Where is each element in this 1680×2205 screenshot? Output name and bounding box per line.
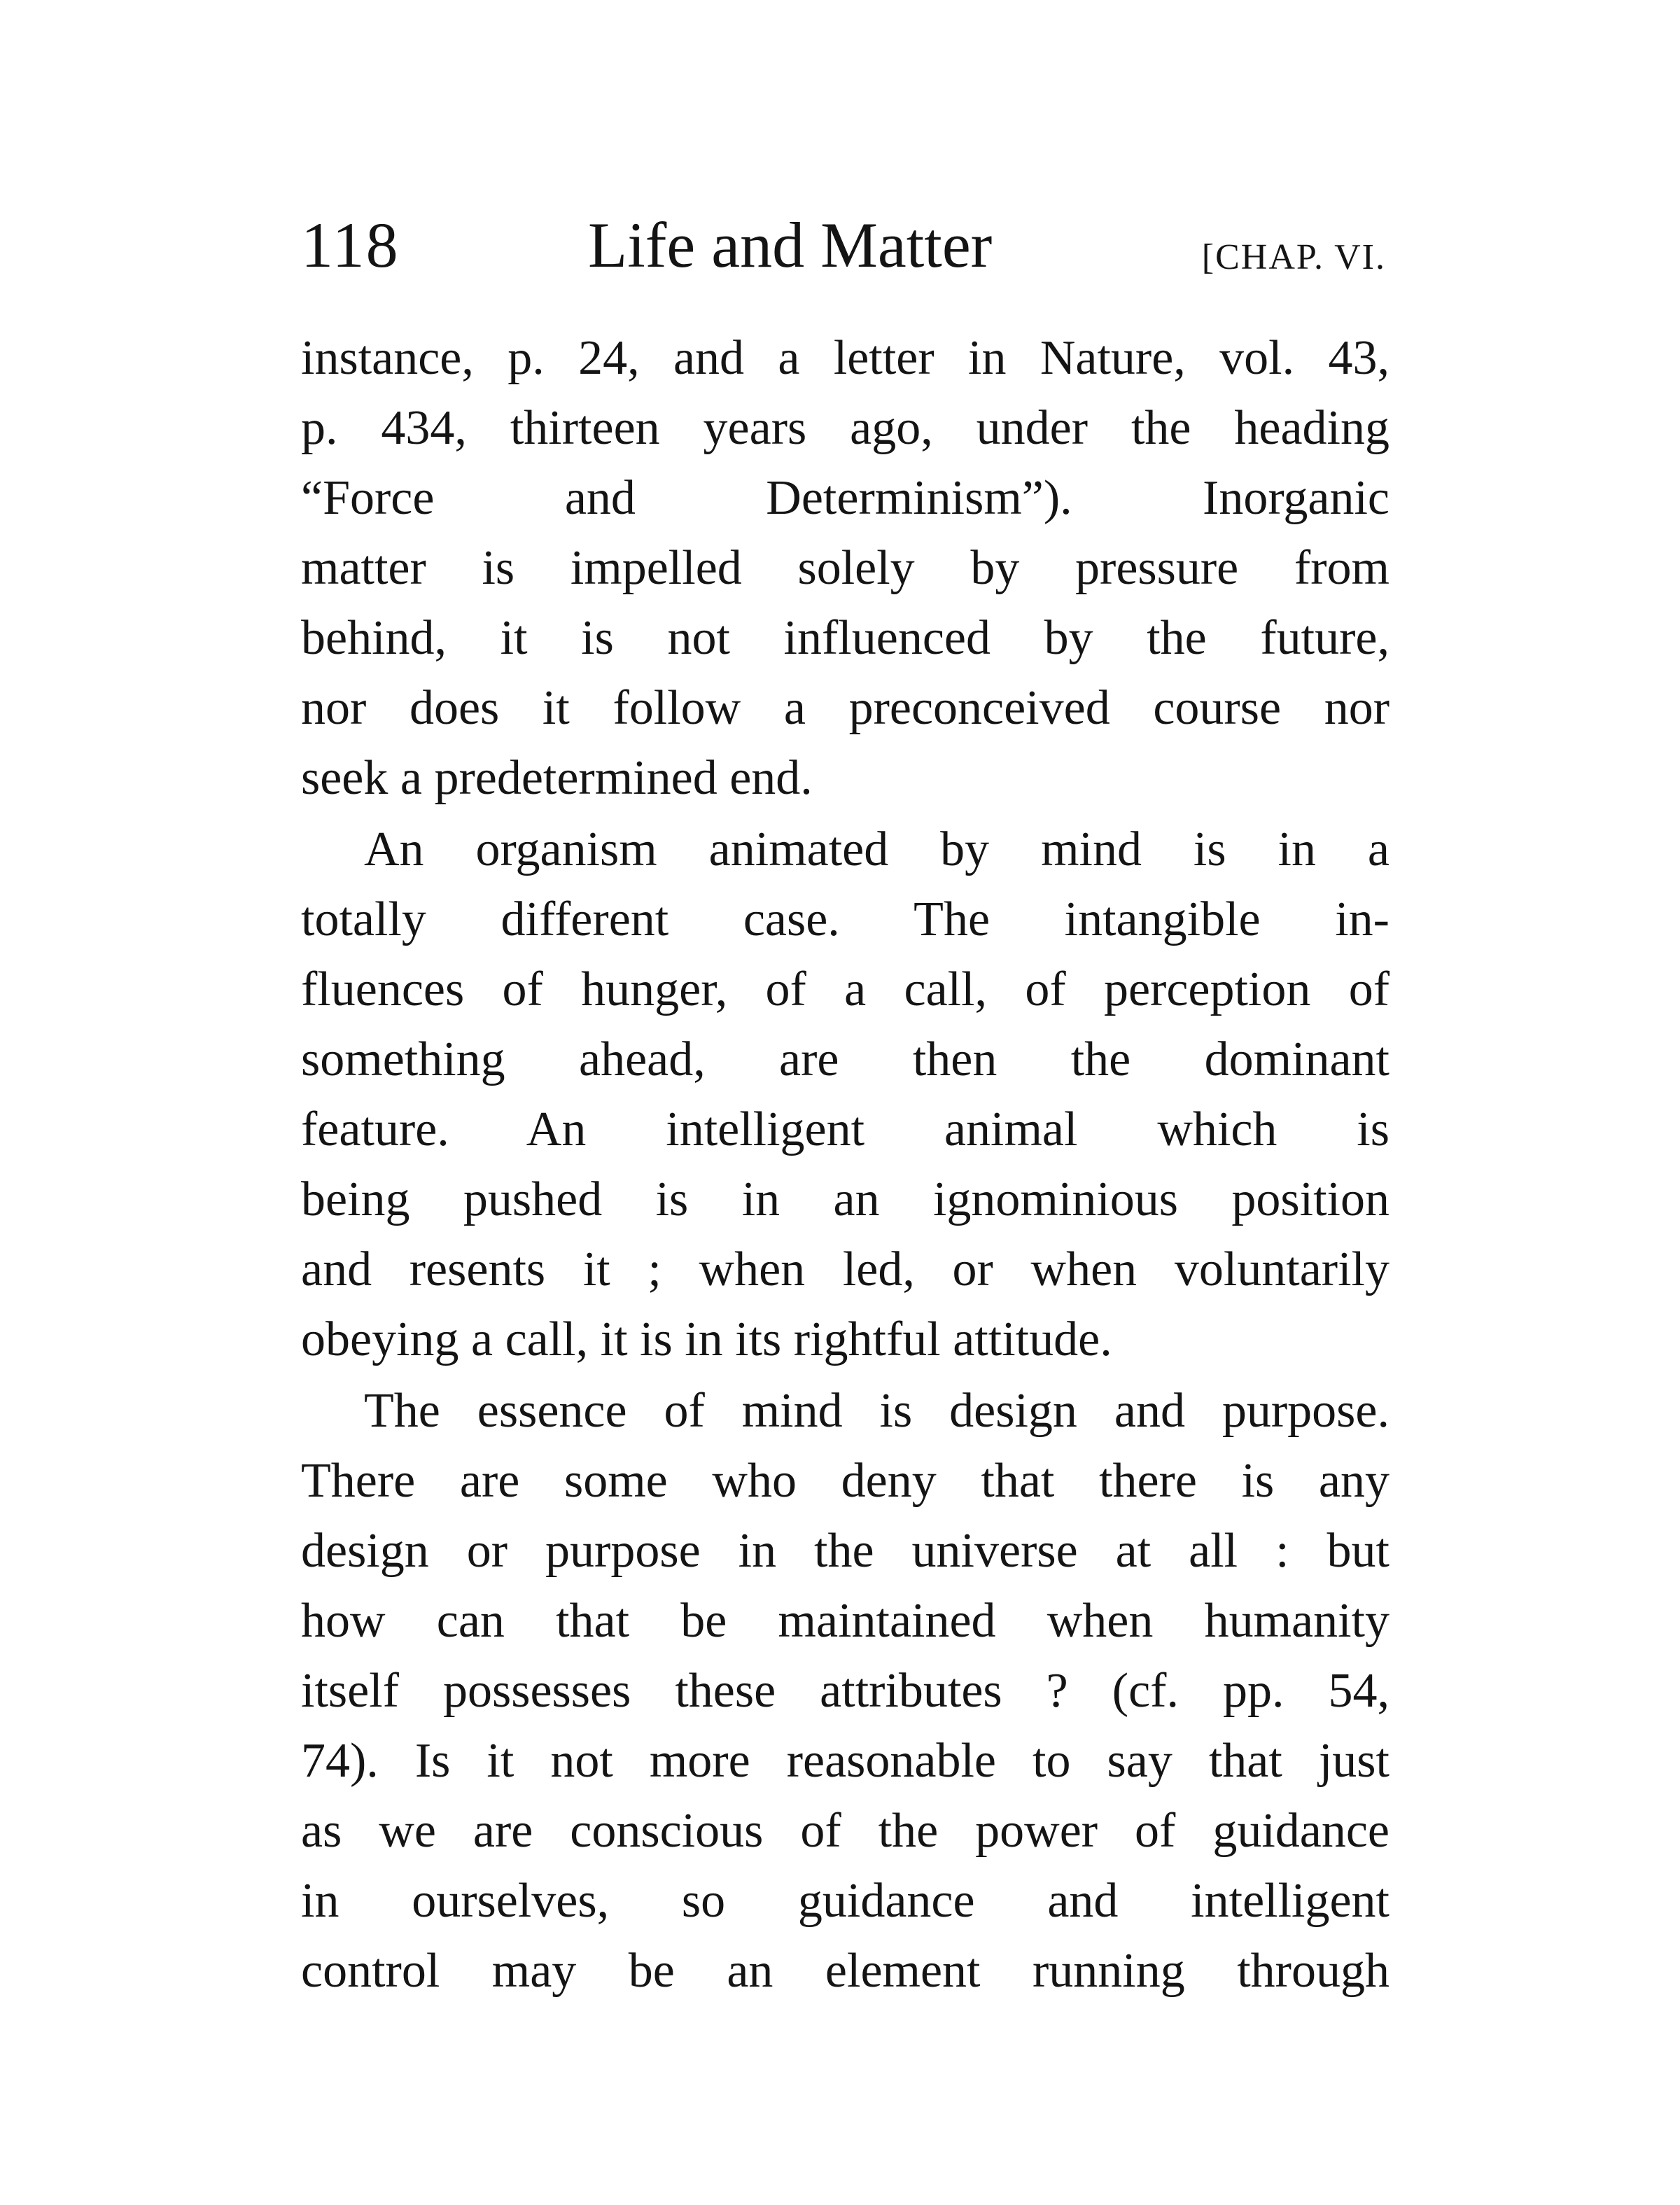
text-line: design or purpose in the universe at all : but bbox=[301, 1524, 1390, 1578]
text-line: as we are conscious of the power of guidance bbox=[301, 1804, 1390, 1858]
text-line: and resents it ; when led, or when voluntarily bbox=[301, 1242, 1390, 1296]
text-line: totally different case. The intangible in- bbox=[301, 892, 1390, 946]
text-line: control may be an element running through bbox=[301, 1944, 1390, 1998]
text-line: fluences of hunger, of a call, of perception of bbox=[301, 962, 1390, 1016]
text-line: how can that be maintained when humanity bbox=[301, 1594, 1390, 1648]
text-line: seek a predetermined end. bbox=[301, 751, 813, 805]
page-number: 118 bbox=[301, 209, 400, 281]
text-line: There are some who deny that there is any bbox=[301, 1454, 1390, 1508]
text-line: nor does it follow a preconceived course nor bbox=[301, 681, 1390, 735]
paragraph-start-line: The essence of mind is design and purpose. bbox=[364, 1384, 1390, 1438]
text-line: 74). Is it not more reasonable to say that just bbox=[301, 1734, 1390, 1788]
text-line: instance, p. 24, and a letter in Nature, vol. 43, bbox=[301, 331, 1390, 385]
body-text bbox=[301, 323, 1390, 2006]
chapter-reference: [CHAP. VI. bbox=[1201, 237, 1386, 277]
paragraph-start-line: An organism animated by mind is in a bbox=[364, 822, 1390, 876]
text-line: matter is impelled solely by pressure from bbox=[301, 541, 1390, 595]
page-header bbox=[301, 203, 1386, 287]
text-line: itself possesses these attributes ? (cf. pp. 54, bbox=[301, 1664, 1390, 1718]
text-line: something ahead, are then the dominant bbox=[301, 1032, 1390, 1086]
text-line: in ourselves, so guidance and intelligent bbox=[301, 1874, 1390, 1928]
text-line: being pushed is in an ignominious position bbox=[301, 1172, 1390, 1226]
text-line: obeying a call, it is in its rightful attitude. bbox=[301, 1312, 1112, 1366]
running-title: Life and Matter bbox=[588, 209, 993, 281]
text-line: p. 434, thirteen years ago, under the heading bbox=[301, 401, 1390, 455]
text-line: behind, it is not influenced by the future, bbox=[301, 611, 1390, 665]
text-line: feature. An intelligent animal which is bbox=[301, 1102, 1390, 1156]
text-line: “Force and Determinism”). Inorganic bbox=[301, 471, 1390, 525]
